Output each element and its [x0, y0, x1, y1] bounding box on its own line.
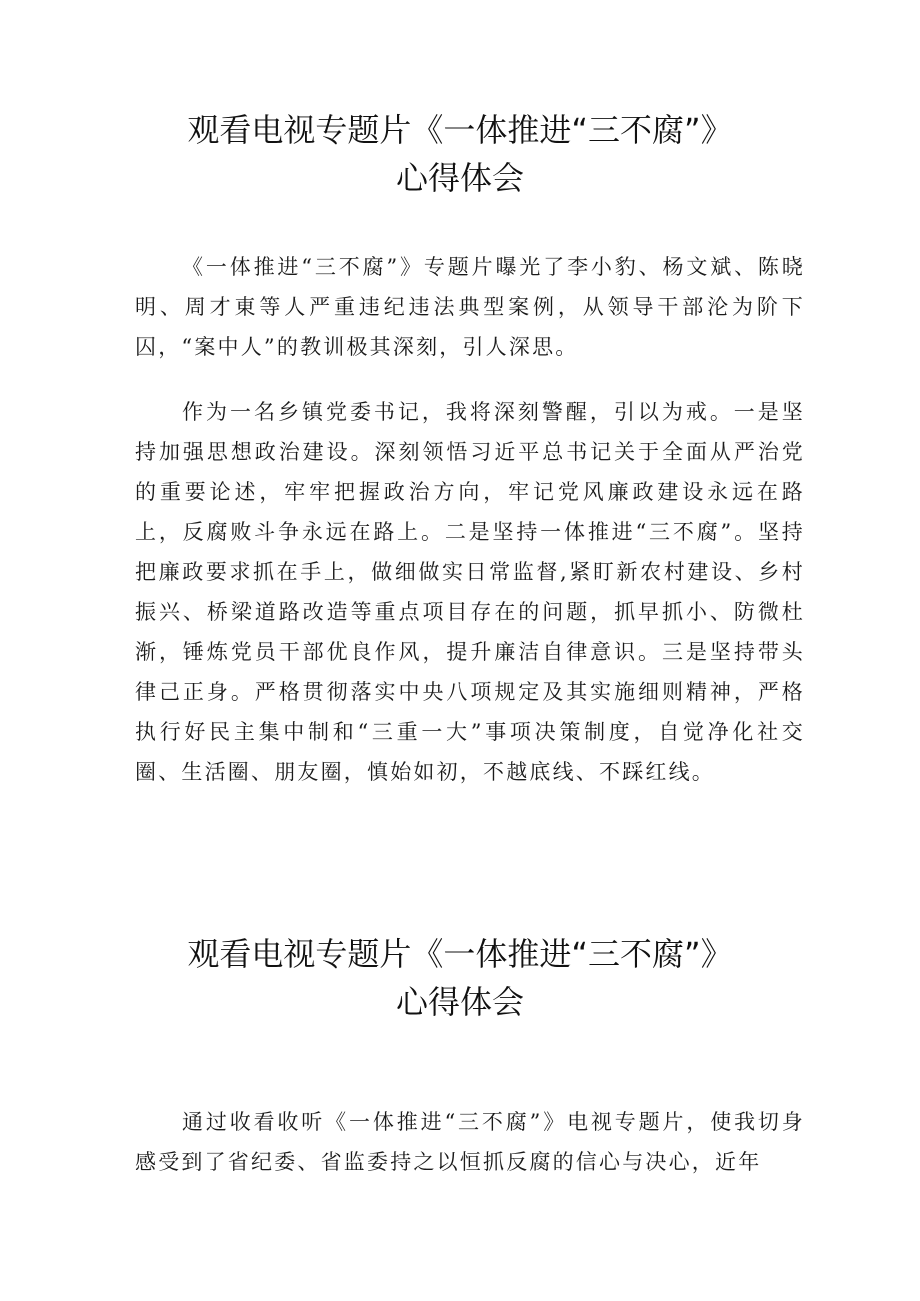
article-2-paragraph-1: 通过收看收听《一体推进“三不腐”》电视专题片，使我切身感受到了省纪委、省监委持之以恒抓反腐的信心与决心，近年	[135, 1110, 805, 1174]
article-1-paragraph-2: 作为一名乡镇党委书记，我将深刻警醒，引以为戒。一是坚持加强思想政治建设。深刻领悟习近平总书记关于全面从严治党的重要论述，牢牢把握政治方向，牢记党风廉政建设永远在路上，反腐败斗争永远在路上。二是坚持一体推进“三不腐”。坚持把廉政要求抓在手上，做细做实日常监督,紧盯新农村建设、乡村振兴、桥梁道路改造等重点项目存在的问题，抓早抓小、防微杜渐，锤炼党员干部优良作风，提升廉洁自律意识。三是坚持带头律己正身。严格贯彻落实中央八项规定及其实施细则精神，严格执行好民主集中制和“三重一大”事项决策制度，自觉净化社交圈、生活圈、朋友圈，慎始如初，不越底线、不踩红线。	[135, 400, 805, 784]
article-2-title-line-1: 观看电视专题片《一体推进“三不腐”》	[187, 935, 733, 973]
article-1-title-line-2: 心得体会	[395, 159, 524, 197]
article-2-title-line-2: 心得体会	[395, 983, 524, 1021]
article-1-title-line-1: 观看电视专题片《一体推进“三不腐”》	[187, 111, 733, 149]
article-1-title	[0, 106, 920, 202]
article-2-title	[0, 930, 920, 1026]
article-1-paragraph-1: 《一体推进“三不腐”》专题片曝光了李小豹、杨文斌、陈晓明、周才東等人严重违纪违法典型案例，从领导干部沦为阶下囚，“案中人”的教训极其深刻，引人深思。	[135, 255, 805, 359]
